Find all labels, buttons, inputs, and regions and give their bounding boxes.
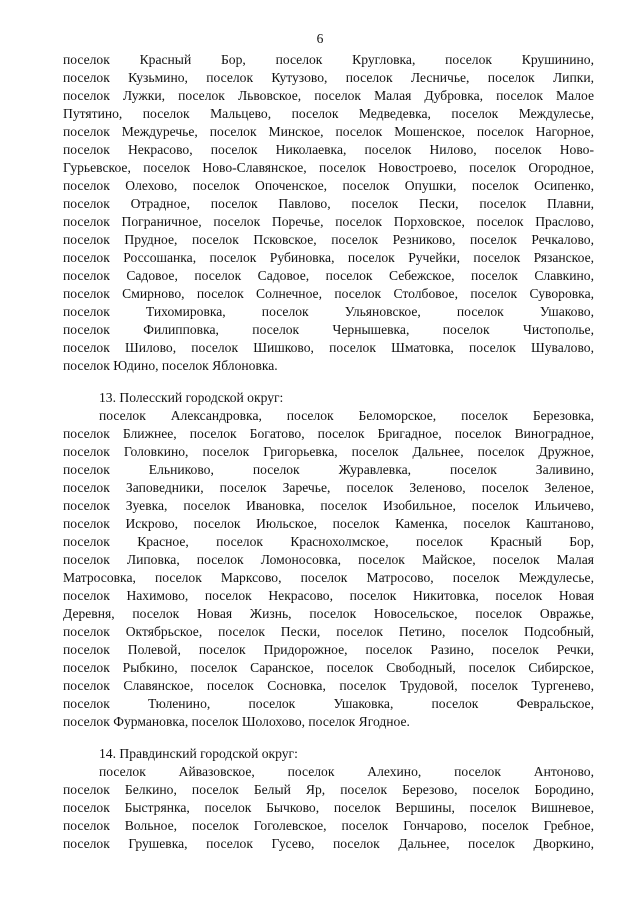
text-line: поселок Ельниково, поселок Журавлевка, поселок Заливино, [63,462,594,477]
text-line: поселок Юдино, поселок Яблоновка. [63,358,278,373]
text-line: поселок Россошанка, поселок Рубиновка, поселок Ручейки, поселок Рязанское, [63,250,594,265]
text-line: поселок Ближнее, поселок Богатово, поселок Бригадное, поселок Виноградное, [63,426,594,441]
text-line: поселок Олехово, поселок Опоченское, поселок Опушки, поселок Осипенко, [63,178,594,193]
text-line: поселок Липовка, поселок Ломоносовка, поселок Майское, поселок Малая [63,552,594,567]
section-continuation [63,51,594,375]
text-line: поселок Нахимово, поселок Некрасово, поселок Никитовка, поселок Новая [63,588,594,603]
text-line: поселок Вольное, поселок Гоголевское, поселок Гончарово, поселок Гребное, [63,818,594,833]
text-line: поселок Смирново, поселок Солнечное, поселок Столбовое, поселок Суворовка, [63,286,594,301]
text-line: поселок Пограничное, поселок Поречье, поселок Порховское, поселок Праслово, [63,214,594,229]
text-line: поселок Междуречье, поселок Минское, поселок Мошенское, поселок Нагорное, [63,124,594,139]
text-line: поселок Прудное, поселок Псковское, поселок Резниково, поселок Речкалово, [63,232,594,247]
paragraph-gap [63,731,594,745]
text-line: поселок Быстрянка, поселок Бычково, поселок Вершины, поселок Вишневое, [63,800,594,815]
document-body [63,51,594,853]
text-line: поселок Полевой, поселок Придорожное, поселок Разино, поселок Речки, [63,642,594,657]
text-line: Путятино, поселок Мальцево, поселок Медведевка, поселок Междулесье, [63,106,594,121]
text-line: поселок Филипповка, поселок Чернышевка, поселок Чистополье, [63,322,594,337]
text-line: поселок Фурмановка, поселок Шолохово, поселок Ягодное. [63,714,410,729]
text-line: поселок Отрадное, поселок Павлово, поселок Пески, поселок Плавни, [63,196,594,211]
text-line: поселок Садовое, поселок Садовое, поселок Себежское, поселок Славкино, [63,268,594,283]
text-line: поселок Октябрьское, поселок Пески, поселок Петино, поселок Подсобный, [63,624,594,639]
section-13 [63,389,594,731]
text-line: Матросовка, поселок Марксово, поселок Матросово, поселок Междулесье, [63,570,594,585]
section-heading: 14. Правдинский городской округ: [99,746,298,761]
text-line: поселок Заповедники, поселок Заречье, поселок Зеленово, поселок Зеленое, [63,480,594,495]
text-line: Деревня, поселок Новая Жизнь, поселок Новосельское, поселок Овражье, [63,606,594,621]
text-line: поселок Тихомировка, поселок Ульяновское, поселок Ушаково, [63,304,594,319]
text-line: поселок Грушевка, поселок Гусево, поселок Дальнее, поселок Дворкино, [63,836,594,851]
text-line: поселок Головкино, поселок Григорьевка, поселок Дальнее, поселок Дружное, [63,444,594,459]
text-line: поселок Александровка, поселок Беломорское, поселок Березовка, [99,408,594,423]
section-14 [63,745,594,853]
text-line: поселок Белкино, поселок Белый Яр, поселок Березово, поселок Бородино, [63,782,594,797]
page-number: 6 [316,31,324,46]
text-line: поселок Красное, поселок Краснохолмское, поселок Красный Бор, [63,534,594,549]
text-line: поселок Зуевка, поселок Ивановка, поселок Изобильное, поселок Ильичево, [63,498,594,513]
text-line: поселок Красный Бор, поселок Кругловка, поселок Крушинино, [63,52,594,67]
text-line: поселок Шилово, поселок Шишково, поселок Шматовка, поселок Шувалово, [63,340,594,355]
text-line: поселок Искрово, поселок Июльское, поселок Каменка, поселок Каштаново, [63,516,594,531]
text-line: поселок Славянское, поселок Сосновка, поселок Трудовой, поселок Тургенево, [63,678,594,693]
text-line: поселок Некрасово, поселок Николаевка, поселок Нилово, поселок Ново- [63,142,594,157]
text-line: поселок Кузьмино, поселок Кутузово, поселок Лесничье, поселок Липки, [63,70,594,85]
text-line: поселок Лужки, поселок Львовское, поселок Малая Дубровка, поселок Малое [63,88,594,103]
section-heading: 13. Полесский городской округ: [99,390,284,405]
text-line: Гурьевское, поселок Ново-Славянское, поселок Новостроево, поселок Огородное, [63,160,594,175]
text-line: поселок Айвазовское, поселок Алехино, поселок Антоново, [99,764,594,779]
text-line: поселок Рыбкино, поселок Саранское, поселок Свободный, поселок Сибирское, [63,660,594,675]
paragraph-gap [63,375,594,389]
text-line: поселок Тюленино, поселок Ушаковка, поселок Февральское, [63,696,594,711]
